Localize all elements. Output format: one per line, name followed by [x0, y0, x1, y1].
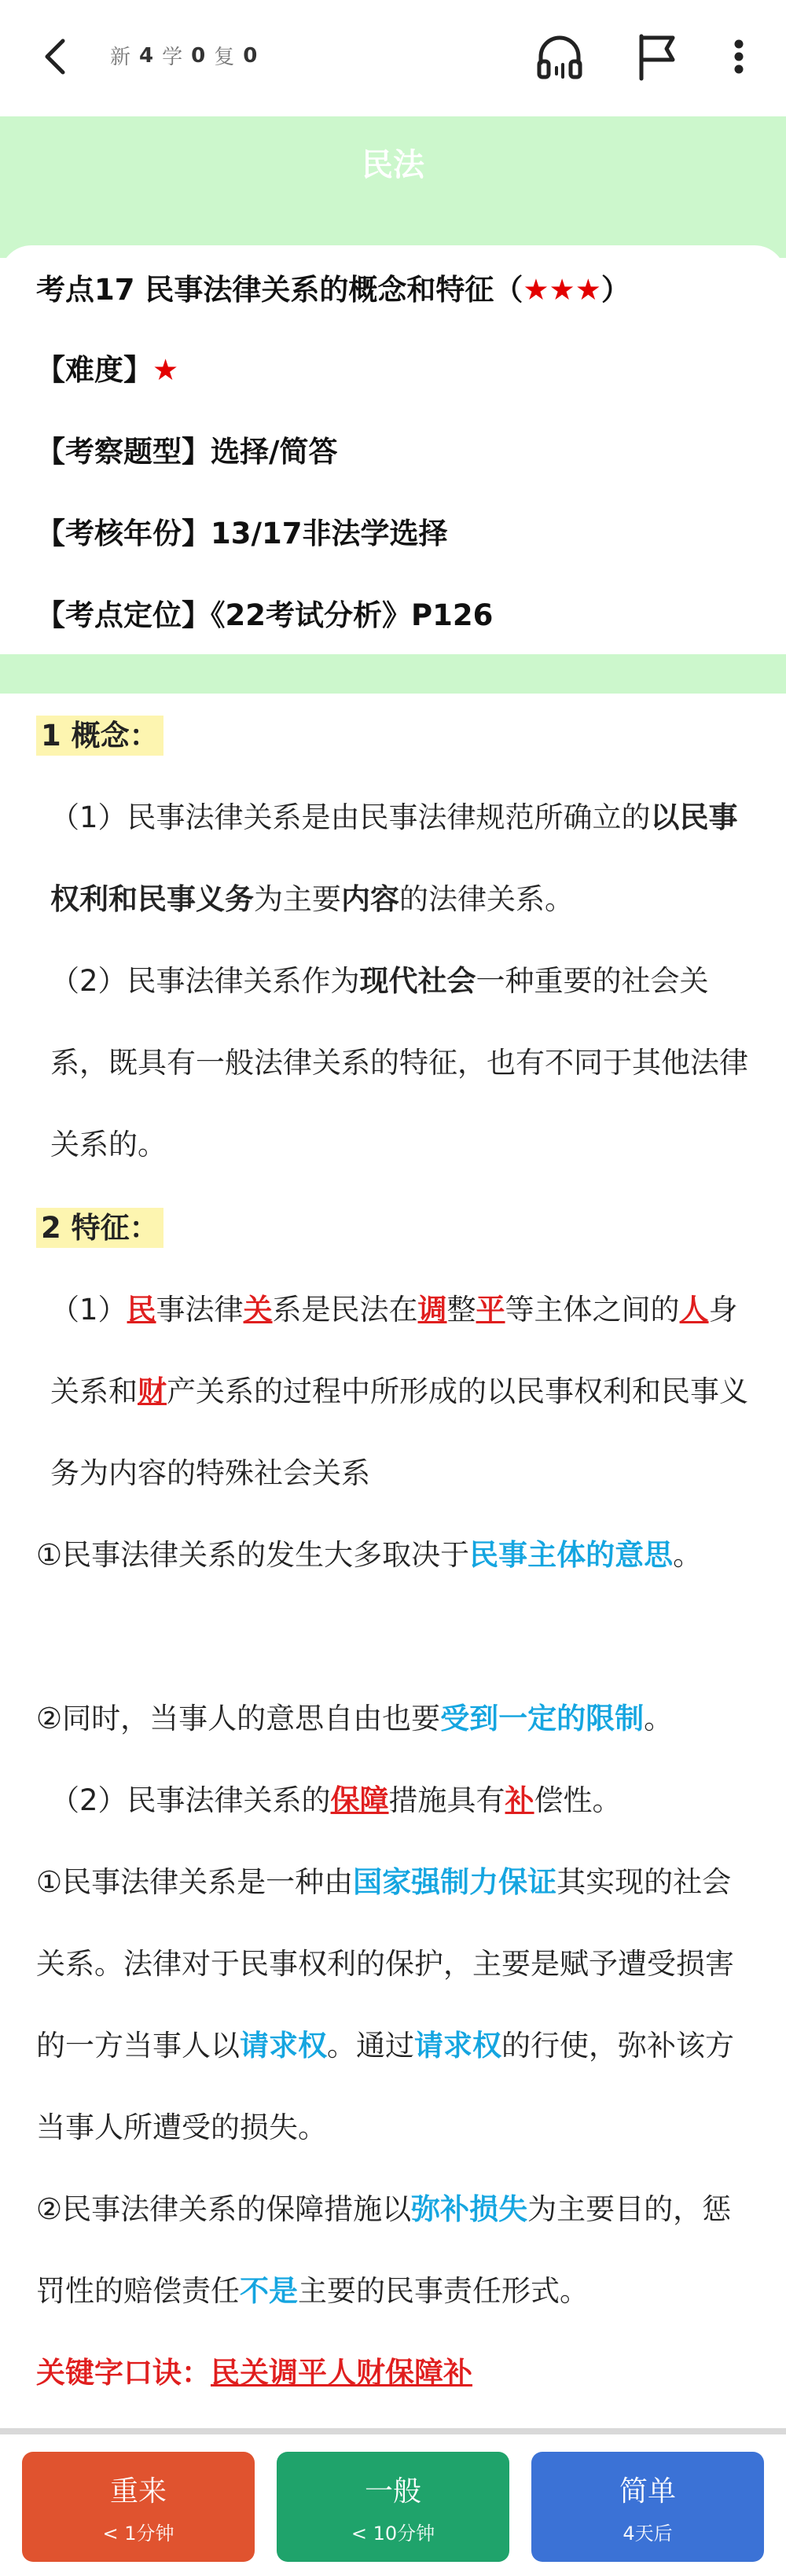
concept-para-2: （2）民事法律关系作为现代社会一种重要的社会关系，既具有一般法律关系的特征，也有不同于其他法律关系的。: [50, 964, 748, 1161]
difficulty-row: 【难度】★: [36, 353, 179, 387]
difficulty-stars: ★: [152, 353, 179, 387]
importance-stars: ★★★: [523, 273, 601, 307]
review-count: 0: [243, 43, 259, 68]
feature-para-1: （1）民事法律关系是民法在调整平等主体之间的人身关系和财产关系的过程中所形成的以民事权利和民事义务为内容的特殊社会关系: [50, 1293, 748, 1490]
deck-banner: [0, 116, 786, 258]
feature-point-3: ①民事法律关系是一种由国家强制力保证其实现的社会关系。法律对于民事权利的保护，主要是赋予遭受损害的一方当事人以请求权。通过请求权的行使，弥补该方当事人所遭受的损失。: [36, 1865, 734, 2144]
more-menu-button[interactable]: [715, 28, 762, 85]
location-row: 【考点定位】《22考试分析》P126: [36, 598, 494, 632]
good-button[interactable]: 一般 < 10分钟: [277, 2452, 509, 2562]
feature-point-2: ②同时，当事人的意思自由也要受到一定的限制。: [36, 1702, 674, 1735]
more-vertical-icon: [715, 28, 762, 85]
new-count: 4: [139, 43, 155, 68]
again-button[interactable]: 重来 < 1分钟: [22, 2452, 255, 2562]
chevron-left-icon: [31, 31, 82, 82]
card-counts: [110, 41, 258, 70]
question-type-row: 【考察题型】选择/简答: [36, 435, 338, 469]
review-label: 复: [214, 46, 236, 69]
topic-title: 考点17 民事法律关系的概念和特征（★★★）: [36, 273, 630, 307]
headphones-icon: [531, 28, 588, 85]
feature-point-4: ②民事法律关系的保障措施以弥补损失为主要目的，惩罚性的赔偿责任不是主要的民事责任形式。: [36, 2192, 732, 2308]
topic-info-card: [0, 245, 786, 654]
exam-year-row: 【考核年份】13/17非法学选择: [36, 517, 448, 550]
audio-button[interactable]: [531, 28, 588, 85]
top-bar: [0, 0, 786, 116]
keyword-mnemonic: 关键字口诀：民关调平人财保障补: [36, 2356, 472, 2390]
deck-title: 民法: [362, 147, 424, 183]
section-heading-features: 2 特征：: [36, 1187, 747, 1269]
back-button[interactable]: [31, 31, 82, 82]
feature-point-1: ①民事法律关系的发生大多取决于民事主体的意思。: [36, 1538, 703, 1572]
flag-button[interactable]: [629, 28, 685, 85]
concept-para-1: （1）民事法律关系是由民事法律规范所确立的以民事权利和民事义务为主要内容的法律关系。: [50, 800, 738, 916]
flag-icon: [629, 28, 685, 85]
learn-count: 0: [191, 43, 207, 68]
feature-para-2: （2）民事法律关系的保障措施具有补偿性。: [50, 1783, 622, 1817]
card-separator: [0, 654, 786, 694]
new-label: 新: [110, 46, 132, 69]
section-heading-concept: 1 概念：: [36, 695, 747, 777]
learn-label: 学: [162, 46, 184, 69]
bottom-divider: [0, 2428, 786, 2434]
easy-button[interactable]: 简单 4天后: [531, 2452, 764, 2562]
